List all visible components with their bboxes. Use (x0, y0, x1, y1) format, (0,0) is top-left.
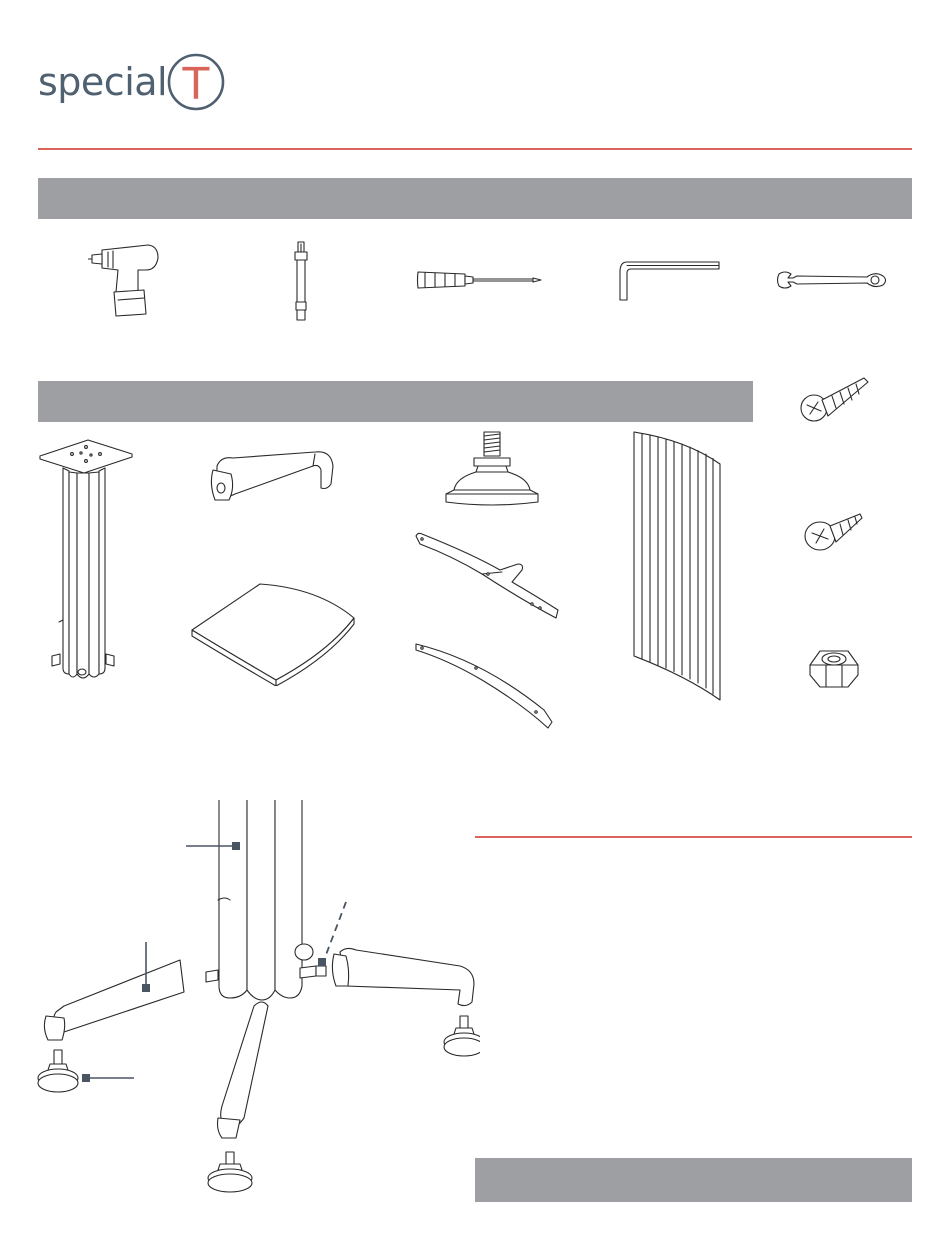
phillips-screwdriver-icon (415, 266, 545, 294)
tools-header-bar (38, 178, 912, 219)
header-rule (38, 148, 912, 150)
short-bracket-icon (412, 640, 558, 732)
hex-lock-nut-icon (806, 645, 862, 691)
brand-mark-letter: T (182, 59, 210, 110)
brand-logo (38, 52, 238, 114)
countersunk-screw-long-icon (798, 372, 872, 428)
power-drill-icon (88, 240, 168, 322)
combination-wrench-icon (775, 268, 890, 292)
hex-key-icon (615, 258, 725, 304)
parts-header-bar (38, 381, 753, 422)
base-assembly-diagram (30, 800, 480, 1200)
long-bracket-icon (412, 530, 562, 624)
column-with-top-plate-icon (36, 436, 136, 682)
countersunk-screw-short-icon (802, 508, 866, 556)
curved-side-panel-icon (626, 428, 724, 704)
brand-wordmark: special (38, 60, 168, 104)
top-shelf-icon (188, 582, 358, 686)
leveling-foot-icon (444, 428, 540, 510)
screwdriver-bit-icon (288, 240, 314, 324)
instructions-rule (475, 836, 912, 838)
base-leg-icon (205, 448, 337, 510)
footer-bar (475, 1158, 912, 1202)
brand-t-mark (166, 52, 226, 112)
